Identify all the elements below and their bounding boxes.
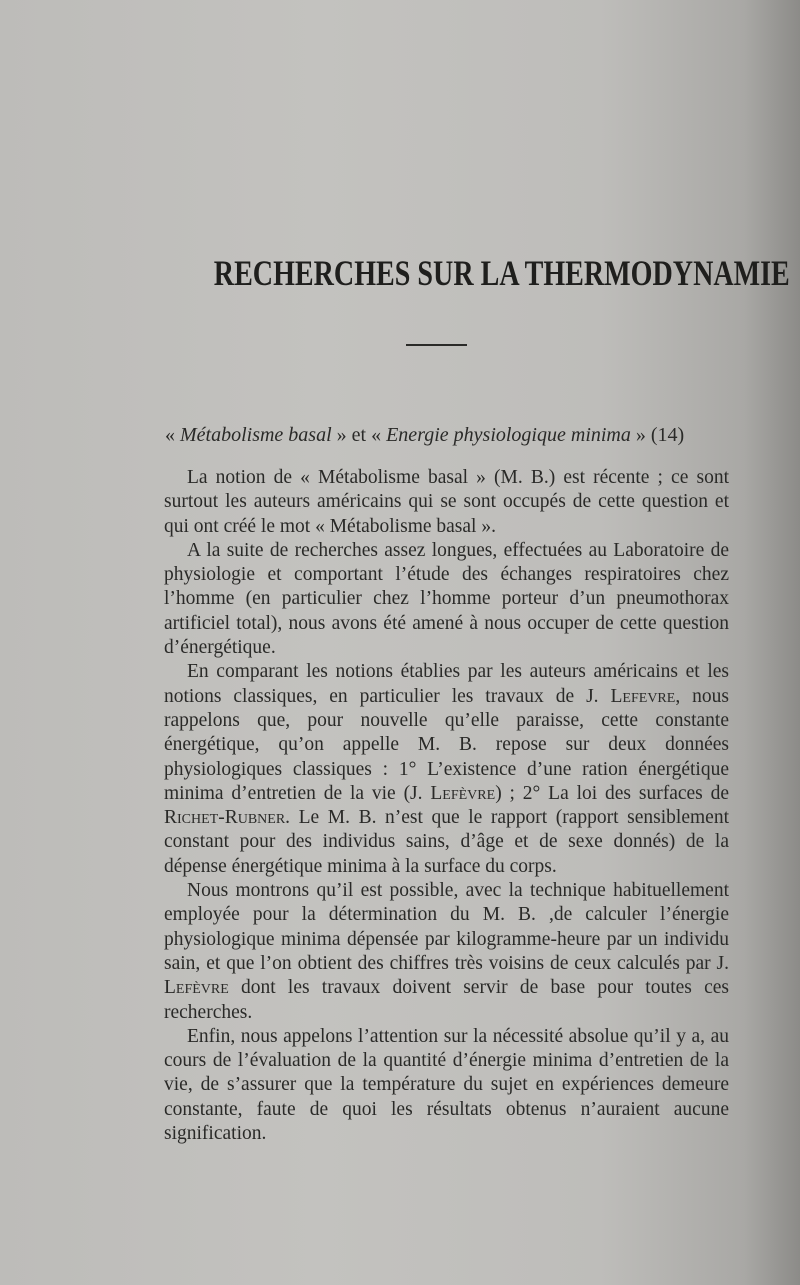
page-title: RECHERCHES SUR LA THERMODYNAMIE <box>213 253 790 293</box>
heading-term-basal-metabolism: Métabolisme basal <box>180 424 332 446</box>
paragraph-4 <box>164 879 729 1025</box>
paragraph-1: La notion de « Métabolisme basal » (M. B.) est récente ; ce sont surtout les auteurs américains qui se sont occupés de cette question et qui ont créé le mot « Métabolisme basal ». <box>164 467 729 537</box>
paragraph-3-text-a: En comparant les notions établies par les auteurs américains et les notions classiques, en particulier les travaux de J. <box>164 661 729 707</box>
paragraph-4-text-a: Nous montrons qu’il est possible, avec la technique habituellement employée pour la détermination du M. B. ,de calculer l’énergie physiologique minima dépensée par kilogramme-heure par un individu sain, et que l’on obtient des chiffres très voisins de ceux calculés par J. <box>164 880 729 974</box>
author-name: Richet-Rubner <box>164 807 286 829</box>
paragraph-5: Enfin, nous appelons l’attention sur la nécessité absolue qu’il y a, au cours de l’évaluation de la quantité d’énergie minima d’entretien de la vie, de s’assurer que la température du sujet en expériences demeure constante, faute de quoi les résultats obtenus n’auraient aucune signification. <box>164 1025 729 1145</box>
title-divider <box>406 344 467 346</box>
paragraph-3-text-c: ) ; 2° La loi des surfaces de <box>495 782 730 804</box>
heading-term-minimal-energy: Energie physiologique minima <box>386 424 631 446</box>
paragraph-3-text-b: , nous rappelons que, pour nouvelle qu’elle paraisse, cette constante énergétique, qu’on appelle M. B. repose sur deux données physiologiques classiques : 1° L’existence d’une ration énergétique minima d’entretien de la vie (J. <box>164 685 729 804</box>
paragraph-4-text-b: dont les travaux doivent servir de base pour toutes ces recherches. <box>164 977 729 1023</box>
heading-open-quote: « <box>165 424 180 446</box>
author-name: Lefèvre <box>430 782 496 804</box>
paragraph-2: A la suite de recherches assez longues, effectuées au Laboratoire de physiologie et comportant l’étude des échanges respiratoires chez l’homme (en particulier chez l’homme porteur d’un pneumothorax artificiel total), nous avons été amené à nous occuper de cette question d’énergétique. <box>164 539 729 659</box>
paragraph-3-text-d: . Le M. B. n’est que le rapport (rapport sensiblement constant pour des individus sains, d’âge et de sexe donnés) de la dépense énergétique minima à la surface du corps. <box>164 807 729 877</box>
heading-reference: » (14) <box>630 424 685 446</box>
author-name: Lefevre <box>610 685 676 707</box>
section-heading <box>165 424 725 447</box>
body-text <box>164 466 729 1146</box>
paragraph-3 <box>164 660 729 879</box>
author-name: Lefèvre <box>164 977 229 999</box>
heading-conjunction: » et « <box>331 424 387 446</box>
